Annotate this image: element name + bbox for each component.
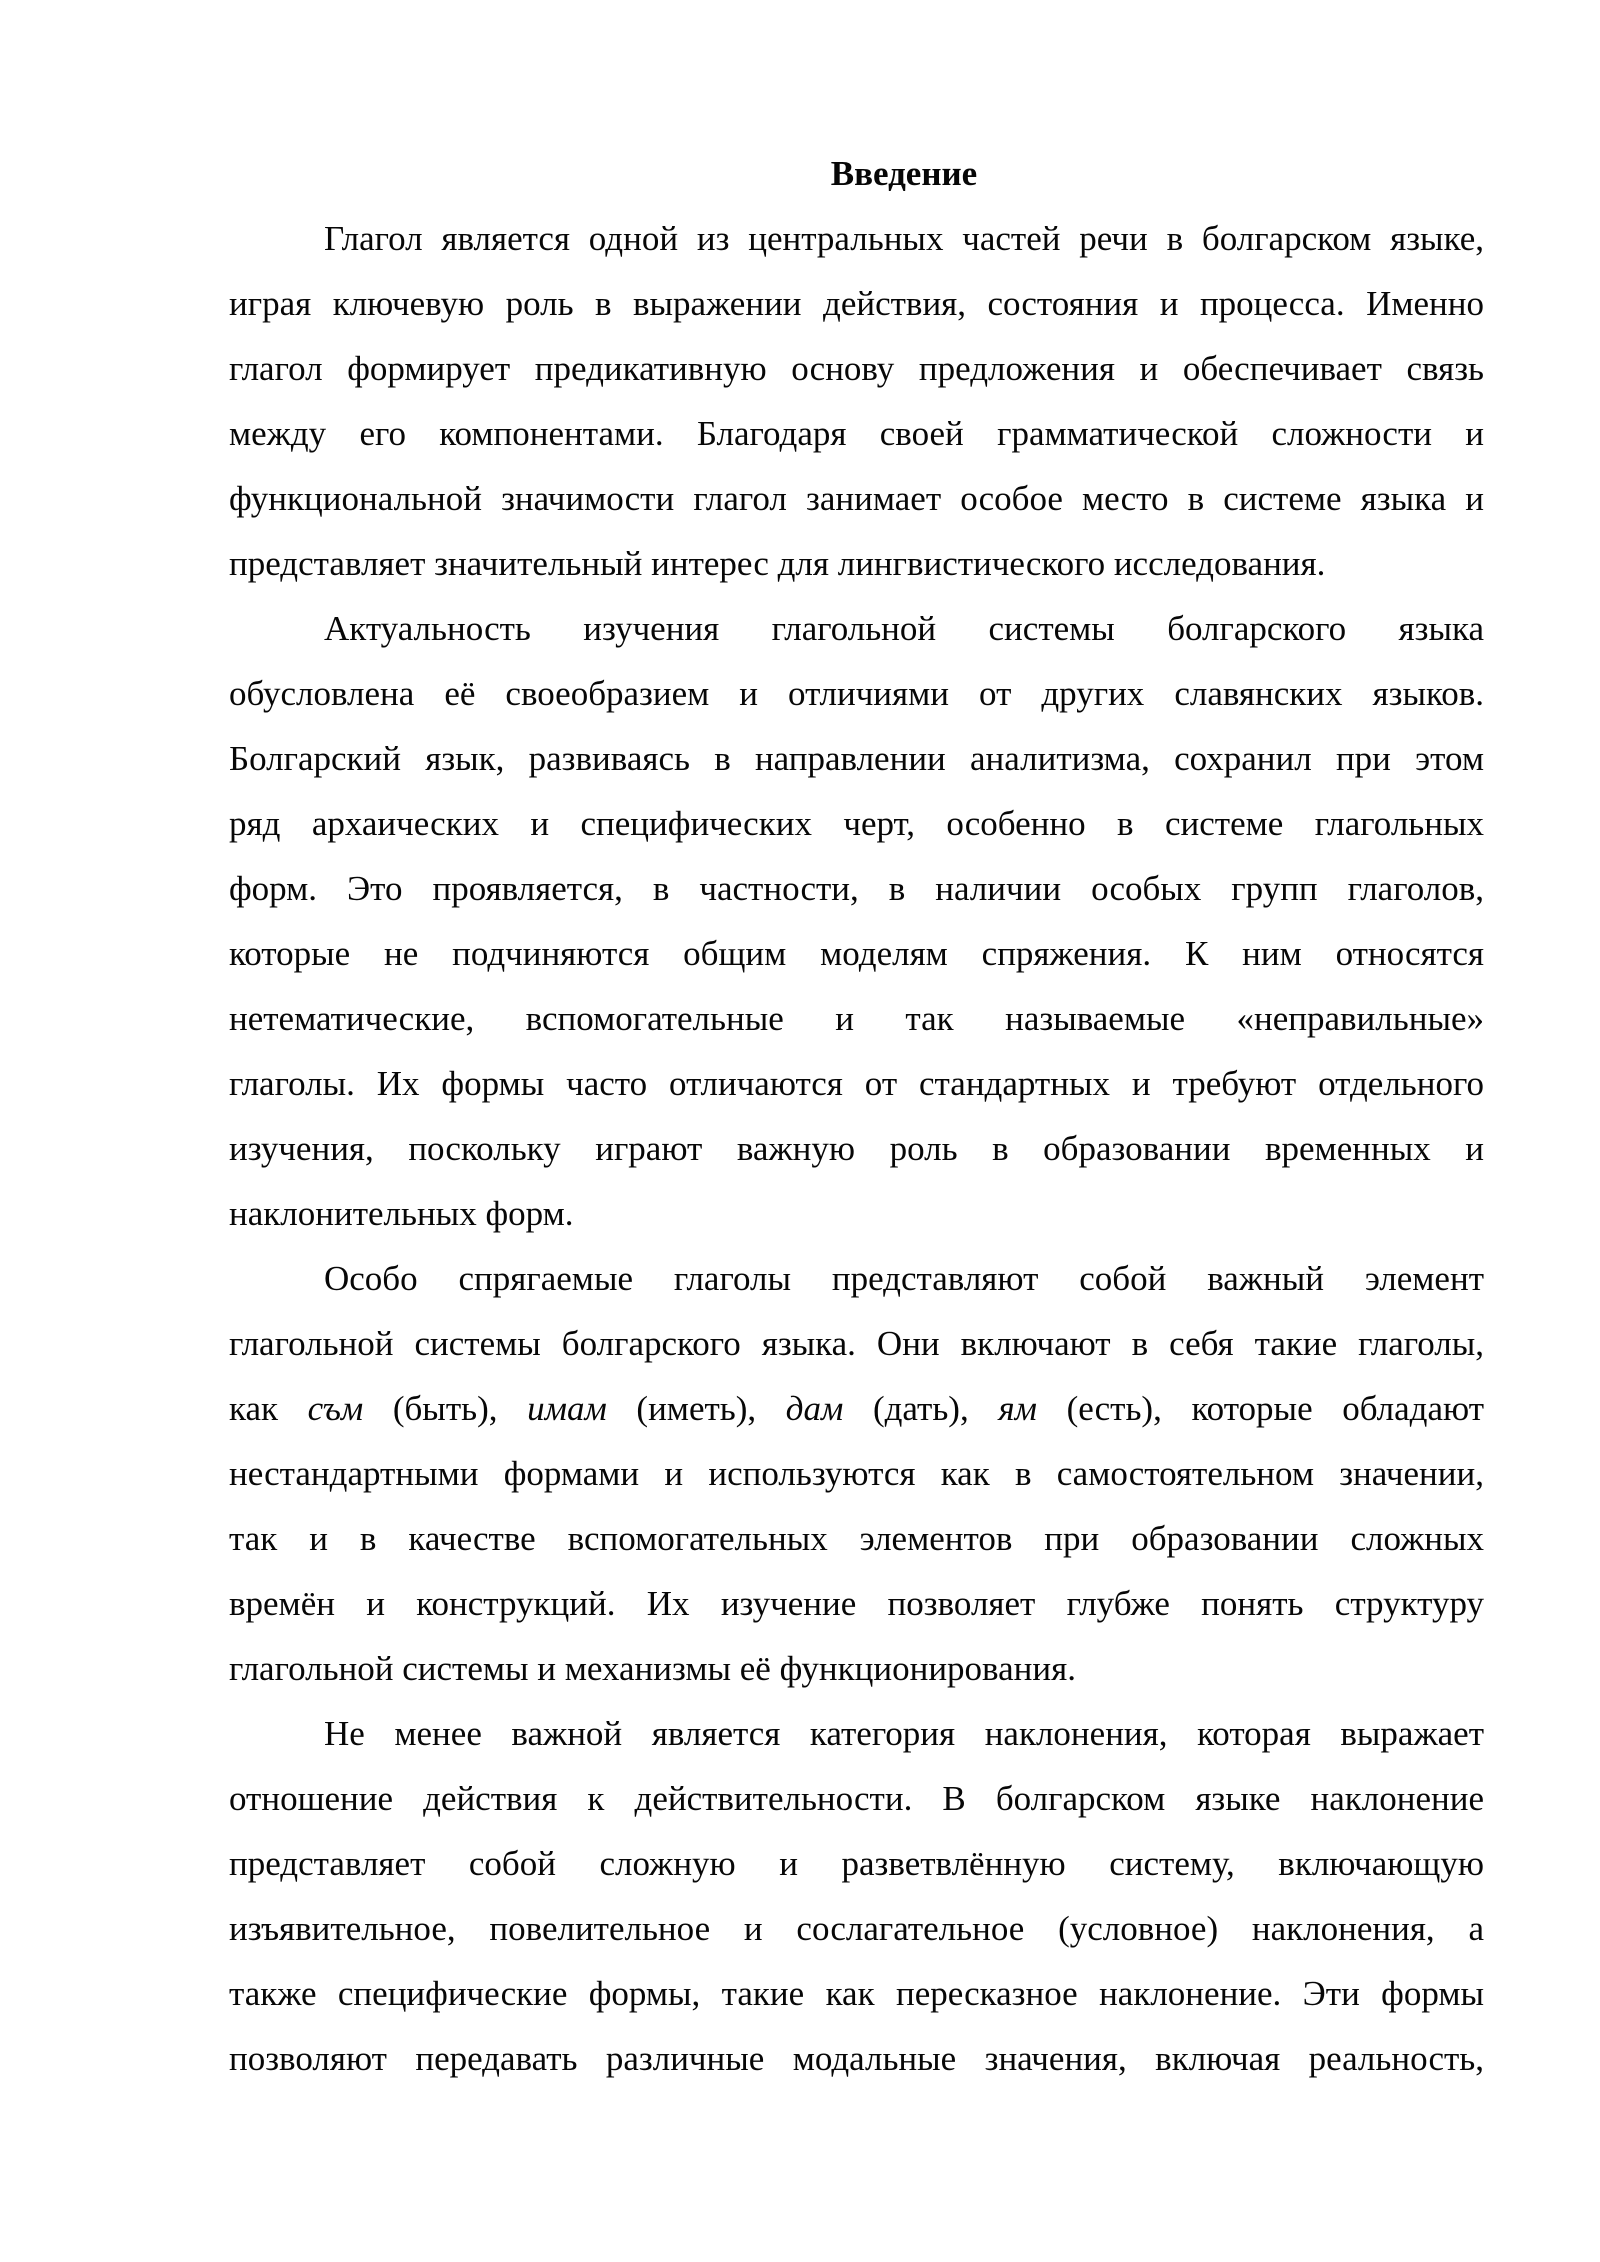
text-line (229, 1506, 1484, 1571)
text-line (229, 921, 1484, 986)
text-line (229, 206, 1484, 271)
text-line (229, 1246, 1484, 1311)
page-title: Введение (830, 154, 978, 193)
text-segment: Болгарский язык, развиваясь в направлении аналитизма, сохранил при этом (229, 739, 1484, 778)
paragraph (229, 596, 1484, 1246)
text-line (229, 466, 1484, 531)
text-line (229, 1961, 1484, 2026)
text-segment: наклонительных форм. (229, 1194, 574, 1233)
text-segment: изучения, поскольку играют важную роль в образовании временных и (229, 1129, 1484, 1168)
text-segment: форм. Это проявляется, в частности, в наличии особых групп глаголов, (229, 869, 1484, 908)
text-segment: (иметь), (606, 1389, 786, 1428)
text-line (229, 1831, 1484, 1896)
italic-term: ям (998, 1389, 1037, 1428)
italic-term: имам (527, 1389, 607, 1428)
text-segment: Не менее важной является категория наклонения, которая выражает (324, 1714, 1484, 1753)
text-segment: (есть), которые обладают (1036, 1389, 1484, 1428)
text-segment: между его компонентами. Благодаря своей грамматической сложности и (229, 414, 1484, 453)
italic-term: съм (307, 1389, 364, 1428)
text-segment: нестандартными формами и используются как в самостоятельном значении, (229, 1454, 1484, 1493)
text-line (229, 1116, 1484, 1181)
text-line (229, 401, 1484, 466)
text-segment: нетематические, вспомогательные и так называемые «неправильные» (229, 999, 1484, 1038)
text-line (229, 596, 1484, 661)
text-line (229, 1636, 1484, 1701)
text-line (229, 531, 1484, 596)
text-segment: представляет собой сложную и разветвлённую систему, включающую (229, 1844, 1484, 1883)
text-line (229, 1571, 1484, 1636)
text-line (229, 1766, 1484, 1831)
text-segment: изъявительное, повелительное и сослагательное (условное) наклонения, а (229, 1909, 1484, 1948)
text-line (229, 1376, 1484, 1441)
italic-term: дам (785, 1389, 844, 1428)
text-line (229, 336, 1484, 401)
text-segment: глагольной системы болгарского языка. Они включают в себя такие глаголы, (229, 1324, 1484, 1363)
text-line (229, 2026, 1484, 2091)
text-segment: так и в качестве вспомогательных элементов при образовании сложных (229, 1519, 1484, 1558)
text-line (229, 1441, 1484, 1506)
text-line (229, 791, 1484, 856)
text-segment: Глагол является одной из центральных частей речи в болгарском языке, (324, 219, 1484, 258)
text-line (229, 271, 1484, 336)
document-body (229, 206, 1484, 2091)
text-line (229, 1311, 1484, 1376)
text-line (229, 726, 1484, 791)
document-content (229, 141, 1484, 2091)
text-segment: также специфические формы, такие как пересказное наклонение. Эти формы (229, 1974, 1484, 2013)
text-segment: (быть), (363, 1389, 528, 1428)
text-segment: позволяют передавать различные модальные значения, включая реальность, (229, 2039, 1484, 2078)
text-line (229, 1896, 1484, 1961)
text-segment: глагол формирует предикативную основу предложения и обеспечивает связь (229, 349, 1484, 388)
text-segment: (дать), (843, 1389, 999, 1428)
text-segment: обусловлена её своеобразием и отличиями от других славянских языков. (229, 674, 1484, 713)
text-line (229, 1051, 1484, 1116)
text-segment: Актуальность изучения глагольной системы болгарского языка (324, 609, 1484, 648)
text-segment: времён и конструкций. Их изучение позволяет глубже понять структуру (229, 1584, 1484, 1623)
text-line (229, 986, 1484, 1051)
text-segment: которые не подчиняются общим моделям спряжения. К ним относятся (229, 934, 1484, 973)
paragraph (229, 1246, 1484, 1701)
text-segment: отношение действия к действительности. В болгарском языке наклонение (229, 1779, 1484, 1818)
paragraph (229, 1701, 1484, 2091)
text-segment: функциональной значимости глагол занимает особое место в системе языка и (229, 479, 1484, 518)
text-line (229, 1701, 1484, 1766)
text-line (229, 1181, 1484, 1246)
text-segment: глаголы. Их формы часто отличаются от стандартных и требуют отдельного (229, 1064, 1484, 1103)
paragraph (229, 206, 1484, 596)
text-segment: как (229, 1389, 308, 1428)
text-segment: представляет значительный интерес для лингвистического исследования. (229, 544, 1326, 583)
text-segment: играя ключевую роль в выражении действия, состояния и процесса. Именно (229, 284, 1484, 323)
text-line (229, 661, 1484, 726)
text-segment: ряд архаических и специфических черт, особенно в системе глагольных (229, 804, 1484, 843)
text-segment: Особо спрягаемые глаголы представляют собой важный элемент (324, 1259, 1484, 1298)
text-segment: глагольной системы и механизмы её функционирования. (229, 1649, 1076, 1688)
text-line (229, 856, 1484, 921)
